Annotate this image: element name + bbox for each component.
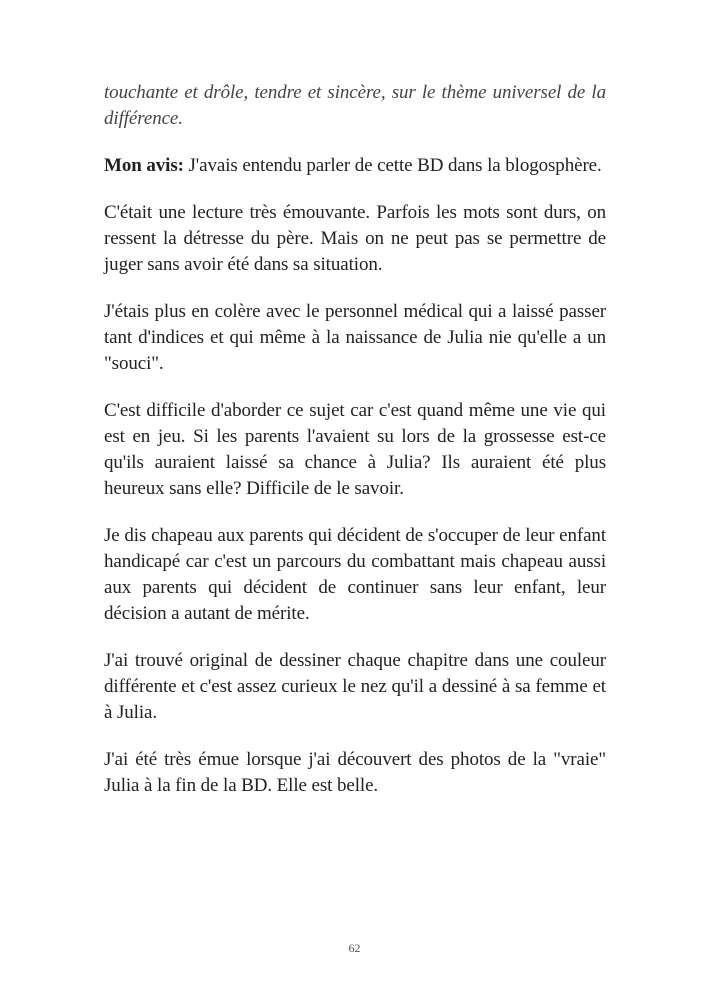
review-paragraph-1: C'était une lecture très émouvante. Parfois les mots sont durs, on ressent la détresse du père. Mais on ne peut pas se permettre de juger sans avoir été dans sa situation. xyxy=(104,202,606,275)
review-paragraph-3: C'est difficile d'aborder ce sujet car c'est quand même une vie qui est en jeu. Si les parents l'avaient su lors de la grossesse est-ce qu'ils auraient laissé sa chance à Julia? Ils auraient été plus heureux sans elle? Difficile de le savoir. xyxy=(104,400,606,499)
review-opening-paragraph xyxy=(104,153,606,179)
review-label: Mon avis: xyxy=(104,155,184,176)
intro-italic-paragraph: touchante et drôle, tendre et sincère, sur le thème universel de la différence. xyxy=(104,82,606,129)
review-paragraph-4: Je dis chapeau aux parents qui décident de s'occuper de leur enfant handicapé car c'est un parcours du combattant mais chapeau aussi aux parents qui décident de continuer sans leur enfant, leur décision a autant de mérite. xyxy=(104,525,606,624)
review-paragraph-5: J'ai trouvé original de dessiner chaque chapitre dans une couleur différente et c'est assez curieux le nez qu'il a dessiné à sa femme et à Julia. xyxy=(104,650,606,723)
review-paragraph-2: J'étais plus en colère avec le personnel médical qui a laissé passer tant d'indices et qui même à la naissance de Julia nie qu'elle a un "souci". xyxy=(104,301,606,374)
review-opening-text: J'avais entendu parler de cette BD dans la blogosphère. xyxy=(183,155,602,176)
review-paragraph-6: J'ai été très émue lorsque j'ai découvert des photos de la "vraie" Julia à la fin de la BD. Elle est belle. xyxy=(104,749,606,796)
page-body xyxy=(104,80,606,820)
page-number: 62 xyxy=(348,941,361,955)
